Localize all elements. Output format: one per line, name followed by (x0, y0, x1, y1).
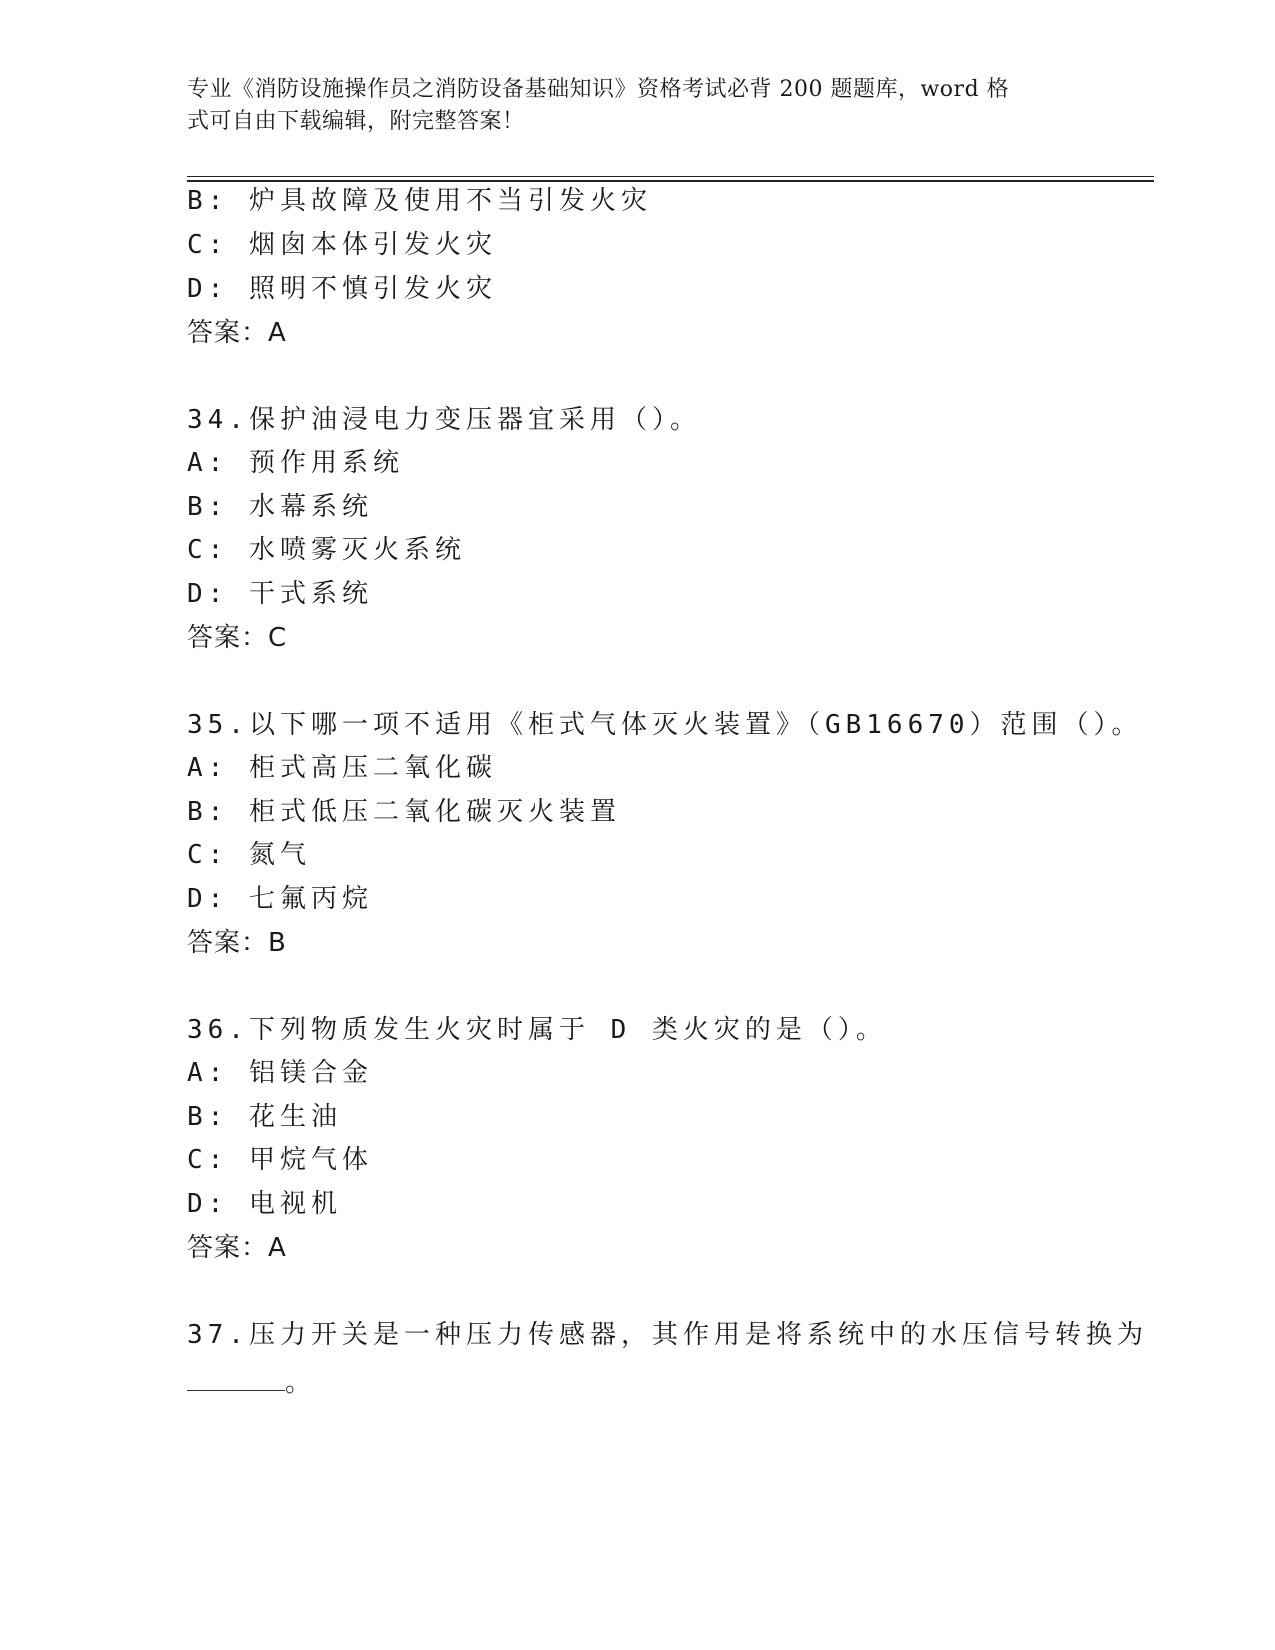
header-line-1: 专业《消防设施操作员之消防设备基础知识》资格考试必背 200 题题库，word 格 (187, 77, 1010, 102)
q34-option-d: D: 干式系统 (187, 579, 373, 609)
q35-answer: 答案：B (187, 928, 287, 958)
q36-option-a: A: 铝镁合金 (187, 1058, 373, 1088)
q34-answer: 答案：C (187, 623, 288, 653)
q35-option-d: D: 七氟丙烷 (187, 884, 373, 914)
header-line-2: 式可自由下载编辑，附完整答案！ (187, 109, 525, 134)
q36-option-b: B: 花生油 (187, 1102, 342, 1132)
q37-blank-suffix: 。 (285, 1368, 317, 1398)
q34-option-a: A: 预作用系统 (187, 448, 404, 478)
q35-option-c: C: 氮气 (187, 840, 311, 870)
q33-option-b: B: 炉具故障及使用不当引发火灾 (187, 186, 652, 216)
q36-option-d: D: 电视机 (187, 1189, 342, 1219)
q33-option-d: D: 照明不慎引发火灾 (187, 274, 497, 304)
q36-question: 36.下列物质发生火灾时属于 D 类火灾的是（）。 (187, 1015, 887, 1045)
q34-question: 34.保护油浸电力变压器宜采用（）。 (187, 405, 701, 435)
q34-option-c: C: 水喷雾灭火系统 (187, 535, 466, 565)
q36-option-c: C: 甲烷气体 (187, 1145, 373, 1175)
document-header (187, 74, 1067, 138)
fill-in-blank (187, 1370, 285, 1391)
q35-question: 35.以下哪一项不适用《柜式气体灭火装置》（GB16670）范围（）。 (187, 710, 1143, 740)
q33-option-c: C: 烟囱本体引发火灾 (187, 230, 497, 260)
q35-option-a: A: 柜式高压二氧化碳 (187, 753, 497, 783)
q36-answer: 答案：A (187, 1233, 287, 1263)
header-divider-thin (187, 176, 1154, 177)
q34-option-b: B: 水幕系统 (187, 492, 373, 522)
q37-blank-line (187, 1366, 316, 1400)
q37-question: 37.压力开关是一种压力传感器，其作用是将系统中的水压信号转换为 (187, 1320, 1148, 1350)
q33-answer: 答案：A (187, 318, 287, 348)
q35-option-b: B: 柜式低压二氧化碳灭火装置 (187, 797, 621, 827)
header-divider-thick (187, 180, 1154, 182)
